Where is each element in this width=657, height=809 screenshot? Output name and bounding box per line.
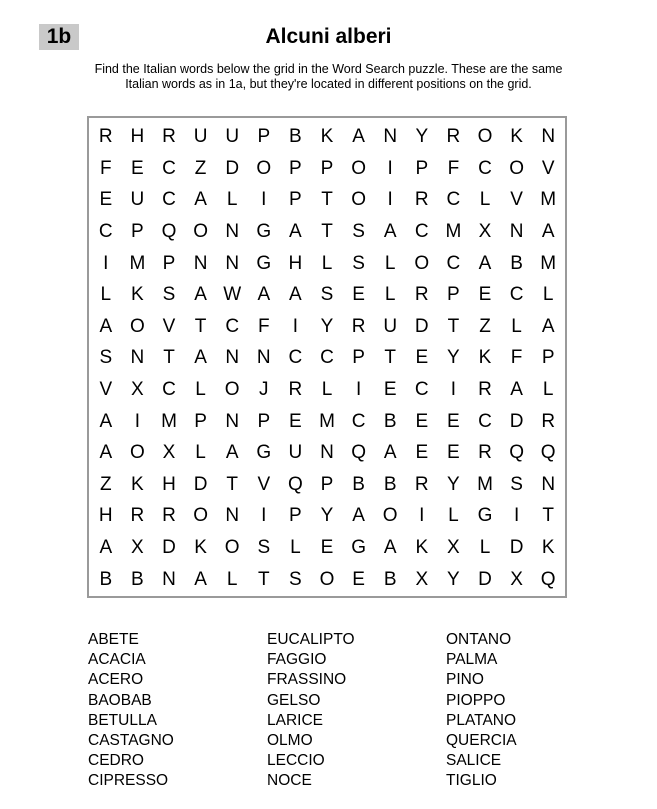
grid-cell: S xyxy=(162,284,176,306)
grid-cell: D xyxy=(478,568,492,590)
grid-cell: P xyxy=(352,347,365,369)
grid-cell: B xyxy=(510,252,523,274)
grid-cell: U xyxy=(130,189,145,211)
word-list-item: LARICE xyxy=(267,711,323,729)
grid-cell: D xyxy=(509,537,524,559)
grid-cell: E xyxy=(447,442,460,464)
grid-cell: E xyxy=(415,347,429,369)
word-list-item: CEDRO xyxy=(88,752,144,770)
grid-cell: V xyxy=(541,157,555,179)
grid-cell: N xyxy=(225,347,240,369)
grid-cell: N xyxy=(509,221,524,243)
grid-cell: X xyxy=(131,379,144,401)
word-list-item: PALMA xyxy=(446,651,498,669)
grid-cell: T xyxy=(163,347,175,369)
instructions-line-1: Find the Italian words below the grid in the Word Search puzzle. These are the same xyxy=(94,62,563,76)
grid-cell: Q xyxy=(509,442,524,464)
grid-cell: B xyxy=(131,568,144,590)
word-list-item: CIPRESSO xyxy=(88,772,169,790)
grid-cell: A xyxy=(289,221,302,243)
grid-cell: X xyxy=(131,537,144,559)
word-list-item: TIGLIO xyxy=(446,772,497,790)
grid-cell: E xyxy=(478,284,492,306)
grid-cell: D xyxy=(225,157,240,179)
grid-cell: A xyxy=(225,442,239,464)
grid-cell: G xyxy=(256,221,272,243)
grid-cell: A xyxy=(383,442,397,464)
grid-cell: D xyxy=(162,537,176,559)
grid-cell: C xyxy=(351,410,366,432)
grid-cell: B xyxy=(383,410,397,432)
grid-cell: C xyxy=(414,379,429,401)
grid-cell: Q xyxy=(161,221,177,243)
grid-cell: B xyxy=(289,126,302,148)
grid-cell: A xyxy=(99,442,113,464)
page-title: Alcuni alberi xyxy=(265,25,392,48)
grid-cell: O xyxy=(193,221,208,243)
grid-cell: Q xyxy=(540,568,556,590)
grid-cell: R xyxy=(162,505,176,527)
grid-cell: W xyxy=(223,284,242,306)
word-list-item: ACACIA xyxy=(88,651,146,669)
grid-cell: P xyxy=(415,157,429,179)
grid-cell: M xyxy=(445,221,462,243)
word-list-item: ONTANO xyxy=(446,631,512,648)
grid-cell: D xyxy=(414,315,429,337)
grid-cell: O xyxy=(224,537,240,559)
grid-cell: G xyxy=(256,252,272,274)
grid-cell: Q xyxy=(288,473,303,495)
grid-cell: V xyxy=(162,315,176,337)
grid-cell: K xyxy=(478,347,492,369)
grid-cell: D xyxy=(193,473,208,495)
grid-cell: Y xyxy=(320,315,334,337)
grid-cell: F xyxy=(447,157,460,179)
grid-cell: M xyxy=(161,410,177,432)
grid-cell: M xyxy=(319,410,335,432)
grid-cell: A xyxy=(289,284,302,306)
grid-cell: F xyxy=(510,347,523,369)
grid-cell: C xyxy=(162,189,176,211)
grid-cell: L xyxy=(384,252,396,274)
grid-cell: I xyxy=(134,410,141,432)
grid-cell: R xyxy=(351,315,366,337)
grid-cell: L xyxy=(321,252,333,274)
word-list xyxy=(88,630,628,795)
grid-cell: R xyxy=(478,442,492,464)
grid-cell: L xyxy=(100,284,112,306)
grid-cell: N xyxy=(130,347,145,369)
grid-cell: X xyxy=(510,568,523,590)
grid-cell: M xyxy=(540,252,557,274)
grid-cell: Z xyxy=(479,315,491,337)
grid-cell: Y xyxy=(447,568,460,590)
grid-cell: A xyxy=(383,537,397,559)
grid-cell: E xyxy=(352,284,365,306)
grid-cell: O xyxy=(351,157,366,179)
grid-cell: L xyxy=(542,379,554,401)
grid-cell: O xyxy=(224,379,240,401)
word-list-item: ACERO xyxy=(88,671,144,689)
grid-cell: L xyxy=(195,442,206,464)
grid-cell: L xyxy=(511,315,522,337)
grid-cell: P xyxy=(289,157,302,179)
grid-cell: O xyxy=(351,189,366,211)
grid-cell: X xyxy=(415,568,429,590)
grid-cell: C xyxy=(478,157,492,179)
grid-cell: R xyxy=(98,126,113,148)
grid-cell: S xyxy=(352,221,365,243)
grid-cell: B xyxy=(383,568,397,590)
grid-cell: A xyxy=(194,284,207,306)
grid-cell: K xyxy=(510,126,523,148)
grid-cell: T xyxy=(447,315,460,337)
word-list-item: PLATANO xyxy=(446,711,517,729)
grid-cell: R xyxy=(414,189,429,211)
grid-cell: O xyxy=(193,505,208,527)
grid-cell: C xyxy=(478,410,492,432)
grid-cell: F xyxy=(99,157,112,179)
grid-cell: O xyxy=(382,505,398,527)
grid-cell: P xyxy=(320,157,334,179)
grid-cell: B xyxy=(99,568,113,590)
grid-cell: R xyxy=(414,473,429,495)
grid-cell: I xyxy=(261,189,267,211)
grid-cell: Y xyxy=(415,126,429,148)
grid-cell: C xyxy=(446,252,461,274)
grid-cell: P xyxy=(289,189,302,211)
grid-cell: P xyxy=(257,410,271,432)
grid-cell: R xyxy=(130,505,145,527)
grid-cell: P xyxy=(320,473,334,495)
grid-cell: Y xyxy=(447,473,460,495)
grid-cell: O xyxy=(319,568,335,590)
grid-cell: L xyxy=(321,379,333,401)
grid-cell: I xyxy=(419,505,425,527)
grid-cell: N xyxy=(256,347,271,369)
grid-cell: O xyxy=(256,157,272,179)
word-list-item: FRASSINO xyxy=(267,671,347,689)
grid-cell: U xyxy=(383,315,398,337)
grid-cell: Y xyxy=(447,347,460,369)
grid-cell: A xyxy=(99,537,113,559)
grid-cell: X xyxy=(478,221,492,243)
word-list-item: LECCIO xyxy=(267,752,325,770)
grid-cell: K xyxy=(194,537,207,559)
grid-cell: I xyxy=(513,505,520,527)
grid-cell: P xyxy=(194,410,207,432)
grid-cell: K xyxy=(131,284,144,306)
grid-cell: S xyxy=(99,347,113,369)
grid-cell: N xyxy=(162,568,176,590)
grid-cell: A xyxy=(99,315,113,337)
grid-cell: N xyxy=(225,410,240,432)
grid-cell: T xyxy=(226,473,238,495)
grid-cell: I xyxy=(261,505,267,527)
word-list-item: SALICE xyxy=(446,752,502,770)
grid-cell: E xyxy=(289,410,302,432)
word-list-column-2 xyxy=(267,630,437,792)
grid-cell: A xyxy=(541,221,555,243)
grid-cell: A xyxy=(510,379,523,401)
grid-cell: A xyxy=(99,410,113,432)
word-list-item: FAGGIO xyxy=(267,651,327,669)
grid-cell: T xyxy=(321,189,333,211)
instructions xyxy=(60,62,597,92)
grid-cell: P xyxy=(257,126,271,148)
grid-cell: A xyxy=(541,315,555,337)
grid-cell: N xyxy=(225,252,240,274)
grid-cell: Y xyxy=(320,505,334,527)
grid-cell: O xyxy=(130,315,145,337)
grid-cell: A xyxy=(478,252,492,274)
grid-cell: R xyxy=(288,379,303,401)
grid-cell: L xyxy=(479,537,491,559)
grid-cell: X xyxy=(447,537,460,559)
grid-cell: S xyxy=(289,568,302,590)
grid-cell: T xyxy=(257,568,270,590)
grid-cell: C xyxy=(162,379,176,401)
grid-cell: E xyxy=(415,442,429,464)
grid-cell: C xyxy=(509,284,524,306)
grid-cell: X xyxy=(162,442,176,464)
grid-cell: C xyxy=(225,315,240,337)
grid-cell: I xyxy=(292,315,299,337)
grid-cell: G xyxy=(351,537,366,559)
grid-cell: E xyxy=(447,410,460,432)
grid-cell: P xyxy=(131,221,144,243)
grid-cell: E xyxy=(131,157,144,179)
grid-cell: A xyxy=(194,347,207,369)
word-list-item: EUCALIPTO xyxy=(267,631,355,648)
grid-cell: R xyxy=(446,126,461,148)
grid-cell: H xyxy=(130,126,145,148)
grid-cell: H xyxy=(288,252,303,274)
grid-cell: M xyxy=(540,189,557,211)
grid-cell: V xyxy=(510,189,523,211)
grid-cell: E xyxy=(383,379,397,401)
instructions-line-2: Italian words as in 1a, but they're located in different positions on the grid. xyxy=(125,77,532,91)
grid-cell: O xyxy=(130,442,145,464)
grid-cell: R xyxy=(414,284,429,306)
word-list-item: QUERCIA xyxy=(446,731,517,749)
grid-cell: N xyxy=(541,126,556,148)
grid-cell: P xyxy=(447,284,460,306)
grid-cell: Z xyxy=(99,473,112,495)
grid-cell: E xyxy=(415,410,429,432)
word-list-item: CASTAGNO xyxy=(88,731,174,749)
grid-cell: H xyxy=(98,505,113,527)
word-list-item: PINO xyxy=(446,671,484,689)
grid-cell: I xyxy=(103,252,109,274)
grid-cell: C xyxy=(446,189,461,211)
grid-cell: T xyxy=(194,315,207,337)
grid-cell: I xyxy=(387,157,393,179)
grid-cell: S xyxy=(510,473,523,495)
grid-cell: I xyxy=(387,189,393,211)
grid-cell: M xyxy=(129,252,146,274)
grid-cell: N xyxy=(541,473,556,495)
grid-cell: L xyxy=(542,284,554,306)
grid-cell: L xyxy=(226,189,238,211)
grid-cell: S xyxy=(257,537,271,559)
grid-cell: A xyxy=(383,221,397,243)
grid-cell: S xyxy=(320,284,334,306)
exercise-number-badge: 1b xyxy=(39,24,79,50)
grid-cell: Z xyxy=(194,157,207,179)
grid-cell: L xyxy=(384,284,396,306)
grid-cell: B xyxy=(352,473,365,495)
grid-cell: B xyxy=(383,473,397,495)
grid-cell: G xyxy=(256,442,272,464)
grid-cell: L xyxy=(226,568,238,590)
word-list-column-3 xyxy=(446,630,616,792)
grid-cell: K xyxy=(131,473,144,495)
grid-cell: U xyxy=(193,126,208,148)
grid-cell: U xyxy=(288,442,303,464)
word-list-item: NOCE xyxy=(267,772,312,790)
grid-cell: S xyxy=(352,252,365,274)
grid-cell: O xyxy=(414,252,430,274)
grid-cell: T xyxy=(384,347,396,369)
grid-cell: C xyxy=(162,157,176,179)
grid-cell: K xyxy=(320,126,334,148)
grid-cell: O xyxy=(509,157,524,179)
grid-cell: C xyxy=(320,347,334,369)
grid-cell: A xyxy=(352,505,365,527)
grid-cell: I xyxy=(450,379,457,401)
grid-cell: C xyxy=(288,347,303,369)
word-list-item: GELSO xyxy=(267,691,321,709)
grid-cell: P xyxy=(162,252,176,274)
grid-cell: L xyxy=(479,189,491,211)
grid-cell: N xyxy=(320,442,334,464)
grid-cell: H xyxy=(162,473,176,495)
grid-cell: R xyxy=(541,410,556,432)
grid-cell: K xyxy=(541,537,555,559)
grid-cell: J xyxy=(259,379,269,401)
grid-cell: C xyxy=(98,221,113,243)
grid-cell: L xyxy=(195,379,206,401)
grid-cell: P xyxy=(289,505,302,527)
grid-cell: F xyxy=(257,315,270,337)
grid-cell: N xyxy=(225,221,240,243)
word-list-item: ABETE xyxy=(88,631,139,648)
word-search-grid xyxy=(87,116,567,598)
grid-cell: A xyxy=(194,568,207,590)
grid-cell: I xyxy=(355,379,362,401)
grid-cell: E xyxy=(99,189,113,211)
grid-cell: V xyxy=(99,379,113,401)
grid-cell: L xyxy=(290,537,301,559)
grid-cell: T xyxy=(321,221,333,243)
word-list-item: OLMO xyxy=(267,731,313,749)
grid-cell: Q xyxy=(351,442,366,464)
grid-cell: R xyxy=(162,126,176,148)
grid-cell: G xyxy=(477,505,493,527)
grid-cell: K xyxy=(415,537,429,559)
grid-cell: E xyxy=(320,537,334,559)
grid-cell: N xyxy=(225,505,240,527)
grid-cell: L xyxy=(448,505,459,527)
grid-cell: E xyxy=(352,568,365,590)
grid-cell: D xyxy=(509,410,524,432)
grid-cell: P xyxy=(541,347,555,369)
grid-cell: N xyxy=(193,252,208,274)
grid-cell: A xyxy=(257,284,271,306)
grid-cell: V xyxy=(257,473,271,495)
word-list-item: BAOBAB xyxy=(88,691,152,709)
word-list-item: PIOPPO xyxy=(446,691,506,709)
grid-cell: M xyxy=(477,473,493,495)
grid-cell: N xyxy=(383,126,398,148)
grid-cell: R xyxy=(478,379,492,401)
word-list-column-1 xyxy=(88,630,258,792)
grid-cell: A xyxy=(194,189,207,211)
grid-cell: O xyxy=(477,126,493,148)
grid-cell: A xyxy=(352,126,365,148)
grid-cell: T xyxy=(542,505,554,527)
grid-cell: C xyxy=(414,221,429,243)
grid-cell: Q xyxy=(540,442,556,464)
grid-cell: U xyxy=(225,126,240,148)
word-list-item: BETULLA xyxy=(88,711,157,729)
